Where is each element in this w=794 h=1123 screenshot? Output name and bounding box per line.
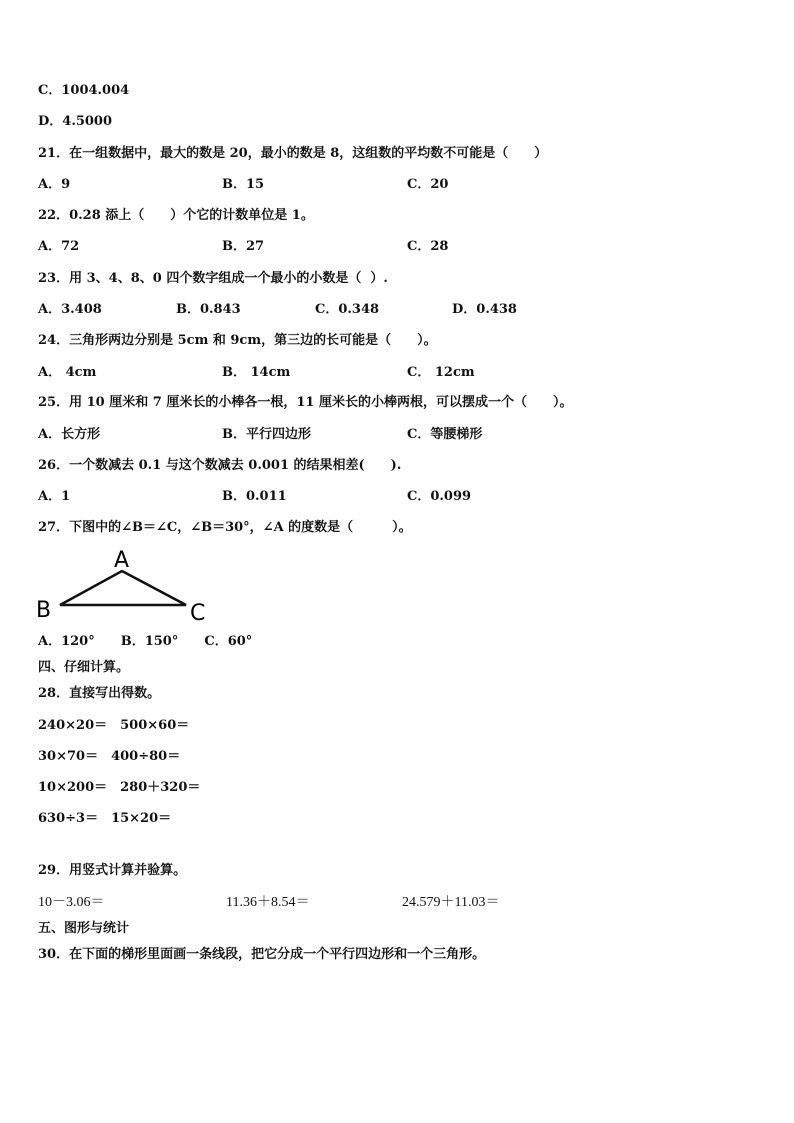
q26-option-a: A．1 (38, 489, 71, 504)
option-d-previous: D．4.5000 (38, 114, 113, 129)
question-27: 27．下图中的∠B＝∠C，∠B＝30°，∠A 的度数是（ ）。 (38, 520, 412, 535)
q21-option-c: C．20 (407, 177, 449, 192)
question-30: 30．在下面的梯形里面画一条线段，把它分成一个平行四边形和一个三角形。 (38, 947, 486, 962)
q26-option-b: B．0.011 (222, 489, 287, 504)
question-22: 22．0.28 添上（ ）个它的计数单位是 1。 (38, 208, 314, 223)
vertex-b-label: B (36, 598, 52, 623)
q22-option-a: A．72 (38, 239, 80, 254)
vertex-c-label: C (190, 601, 206, 625)
q22-option-b: B．27 (222, 239, 265, 254)
q22-option-c: C．28 (407, 239, 449, 254)
question-24: 24．三角形两边分别是 5cm 和 9cm，第三边的长可能是（ ）。 (38, 333, 437, 348)
q23-option-b: B．0.843 (176, 302, 241, 317)
q28-row-2: 30×70＝ 400÷80＝ (38, 749, 181, 764)
q28-row-3: 10×200＝ 280＋320＝ (38, 780, 201, 795)
q24-option-b: B． 14cm (222, 365, 291, 380)
question-21: 21．在一组数据中，最大的数是 20，最小的数是 8，这组数的平均数不可能是（ ） (38, 146, 548, 161)
section-5-heading: 五、图形与统计 (38, 921, 130, 936)
question-28: 28．直接写出得数。 (38, 686, 161, 701)
q21-option-a: A．9 (38, 177, 71, 192)
q26-option-c: C．0.099 (407, 489, 472, 504)
question-26: 26．一个数减去 0.1 与这个数减去 0.001 的结果相差( ). (38, 458, 402, 473)
q29-expression-2: 11.36＋8.54＝ (226, 895, 310, 910)
q24-option-c: C． 12cm (407, 365, 475, 380)
q29-expression-1: 10－3.06＝ (38, 895, 105, 910)
vertex-a-label: A (114, 548, 130, 573)
triangle-abc (60, 571, 186, 605)
q24-option-a: A． 4cm (38, 365, 97, 380)
q23-option-d: D．0.438 (452, 302, 517, 317)
section-4-heading: 四、仔细计算。 (38, 660, 130, 675)
question-25: 25．用 10 厘米和 7 厘米长的小棒各一根，11 厘米长的小棒两根，可以摆成一个（ ）。 (38, 395, 573, 410)
option-c-previous: C．1004.004 (38, 83, 130, 98)
question-23: 23．用 3、4、8、0 四个数字组成一个最小的小数是（ ）. (38, 271, 388, 286)
q25-option-b: B．平行四边形 (222, 427, 311, 442)
q23-option-c: C．0.348 (315, 302, 380, 317)
question-29: 29．用竖式计算并验算。 (38, 863, 187, 878)
q27-options: A．120° B．150° C．60° (38, 634, 253, 649)
q29-expression-3: 24.579＋11.03＝ (402, 895, 500, 910)
q23-option-a: A．3.408 (38, 302, 102, 317)
triangle-figure (32, 545, 222, 625)
q25-option-a: A．长方形 (38, 427, 101, 442)
q25-option-c: C．等腰梯形 (407, 427, 483, 442)
q28-row-1: 240×20＝ 500×60＝ (38, 718, 190, 733)
q21-option-b: B．15 (222, 177, 265, 192)
q28-row-4: 630÷3＝ 15×20＝ (38, 811, 172, 826)
